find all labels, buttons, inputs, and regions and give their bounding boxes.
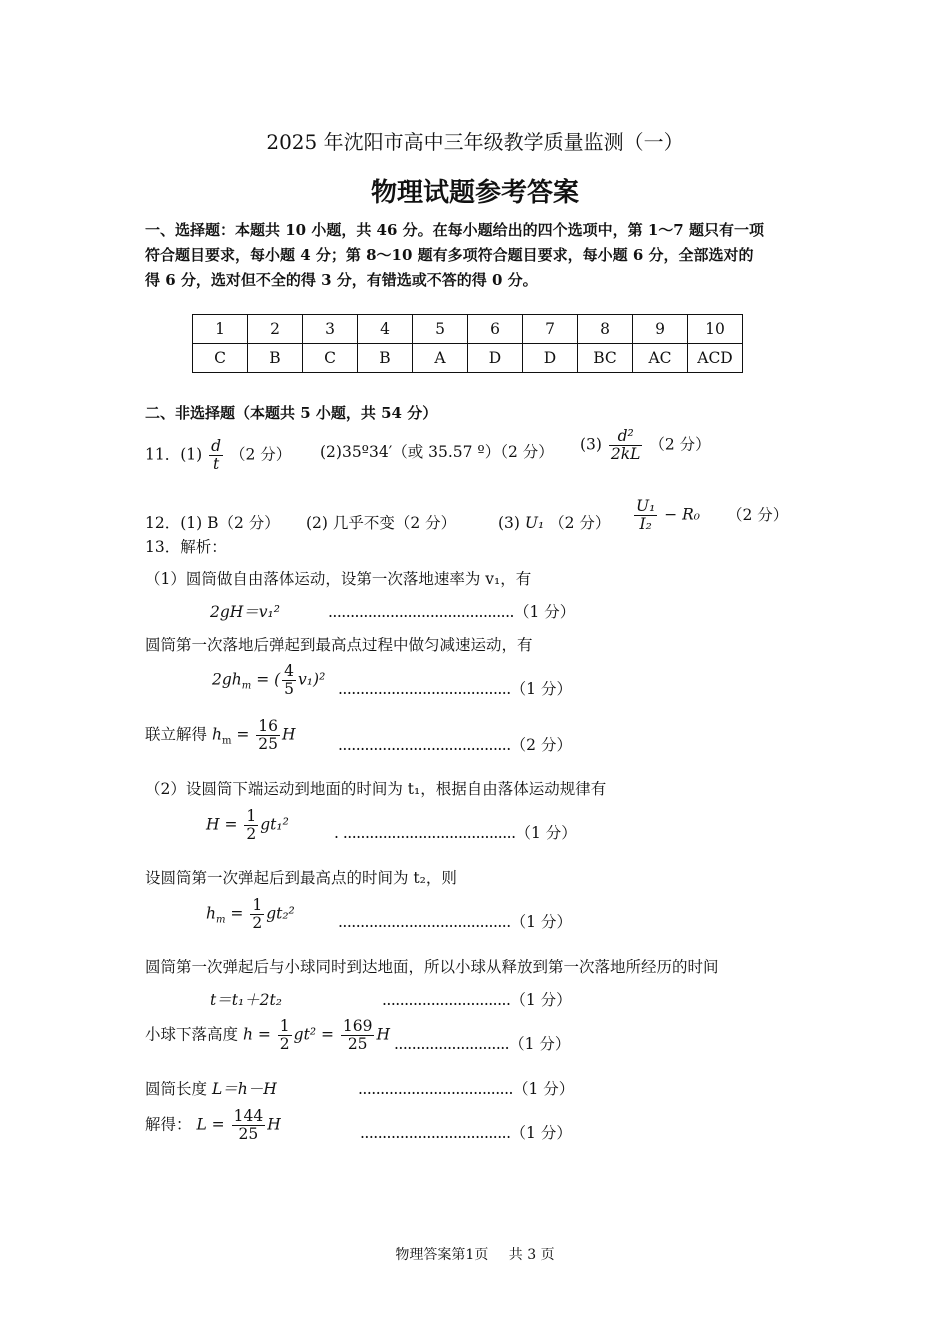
q13-eq6: t＝t₁＋2t₂: [210, 991, 282, 1009]
fraction-numerator: 169: [342, 1017, 373, 1035]
eq-var: H: [282, 725, 296, 744]
q13-s4: （2）设圆筒下端运动到地面的时间为 t₁，根据自由落体运动规律有: [145, 780, 607, 798]
eq-var: H: [376, 1025, 391, 1044]
q13-eq1-score: [328, 600, 575, 622]
page-title: 2025 年沈阳市高中三年级教学质量监测（一）: [266, 130, 684, 154]
leader-dots: ..................................: [360, 1124, 511, 1142]
fraction-denominator: I₂: [639, 515, 652, 534]
eq-fraction: [256, 718, 280, 753]
score: （1 分）: [509, 1035, 571, 1053]
eq-fraction: [232, 1108, 266, 1143]
leader-dots: ..........................: [394, 1035, 510, 1053]
eq-sub: m: [221, 735, 232, 747]
leader-dots: .............................: [382, 991, 511, 1009]
q11-p3-score: （2 分）: [649, 435, 711, 454]
table-cell: C: [303, 344, 358, 373]
q13-eq5: $h_m$ = $\frac{1}{2}$ gt₂²: [206, 896, 295, 933]
q13-eq9-score: [360, 1121, 572, 1143]
q13-s3: 联立解得: [145, 725, 208, 744]
eq-left: h: [211, 725, 222, 744]
leader-dots: ...................................: [358, 1080, 513, 1098]
eq-fraction: [341, 1018, 375, 1053]
leader-dots: .......................................: [338, 913, 511, 931]
score: （1 分）: [515, 824, 577, 842]
q13-s7: 小球下落高度: [145, 1025, 239, 1044]
eq-sub: m: [241, 680, 252, 692]
eq-equals: = (: [256, 670, 281, 689]
table-cell: ACD: [688, 344, 743, 373]
table-cell: 1: [193, 315, 248, 344]
q13-label: 13．解析：: [145, 538, 227, 556]
score: （1 分）: [510, 1124, 572, 1142]
score: （2 分）: [510, 736, 572, 754]
q12-p3-var: U₁: [524, 514, 545, 532]
table-cell: C: [193, 344, 248, 373]
section1-intro-line1: 一、选择题：本题共 10 小题，共 46 分。在每小题给出的四个选项中，第 1～7 题只有一项: [145, 221, 764, 239]
question-number-row: [193, 315, 743, 344]
q11-p2: (2)35º34′（或 35.57 º）（2 分）: [320, 443, 554, 461]
footer-total: 共 3 页: [508, 1247, 555, 1263]
eq-left: h =: [242, 1025, 271, 1044]
eq-right: gt₁²: [260, 815, 289, 834]
table-cell: 9: [633, 315, 688, 344]
eq-left: L =: [196, 1115, 225, 1134]
fraction-numerator: d²: [609, 428, 643, 446]
table-cell: B: [248, 344, 303, 373]
fraction-numerator: 1: [252, 896, 263, 914]
score: （1 分）: [510, 991, 572, 1009]
q12-p3: [498, 511, 610, 533]
q12-p3-score: （2 分）: [549, 514, 611, 532]
q13-eq2-score: [338, 677, 572, 699]
answer-table: [192, 314, 743, 373]
q13-eq7: [145, 1018, 390, 1053]
q13-eq3-score: [338, 733, 572, 755]
q11-label: 11．(1): [145, 445, 203, 464]
fraction-numerator: d: [211, 437, 222, 455]
score: （1 分）: [513, 603, 576, 621]
fraction-numerator: 4: [284, 662, 295, 680]
eq-fraction: [244, 808, 258, 843]
fraction-denominator: 5: [284, 680, 295, 699]
q13-s5: 设圆筒第一次弹起后到最高点的时间为 t₂，则: [145, 869, 457, 887]
q12-p3-label: (3): [498, 514, 520, 532]
q13-eq3: 联立解得 $h_m$ = $\frac{16}{25}$ H: [145, 717, 296, 754]
q12-p4-fraction: [634, 498, 657, 533]
fraction-denominator: 2: [252, 914, 263, 933]
score: （1 分）: [510, 913, 572, 931]
eq-left: 2gh: [212, 670, 242, 689]
q11-p3-label: (3): [580, 435, 602, 454]
q11-p1-score: （2 分）: [230, 445, 292, 464]
fraction-numerator: 16: [258, 717, 278, 735]
footer-page: 物理答案第1页: [395, 1247, 489, 1263]
q13-eq6-score: [382, 988, 572, 1010]
q11-p1-fraction: [209, 438, 223, 473]
section2-heading: 二、非选择题（本题共 5 小题，共 54 分）: [145, 404, 438, 422]
q13-eq4: [206, 808, 289, 843]
leader-dots: . .......................................: [334, 824, 516, 842]
q13-s2: 圆筒第一次落地后弹起到最高点过程中做匀减速运动，有: [145, 636, 533, 654]
fraction-denominator: t: [212, 455, 220, 474]
table-cell: 6: [468, 315, 523, 344]
fraction-denominator: 25: [347, 1035, 368, 1054]
q12-p4-tail: − R₀: [664, 505, 701, 524]
q13-eq9: [145, 1108, 281, 1143]
document-subtitle: 物理试题参考答案: [370, 178, 579, 208]
fraction-denominator: 25: [238, 1125, 259, 1144]
fraction-denominator: 25: [258, 735, 278, 754]
table-cell: B: [358, 344, 413, 373]
q12-p4: [632, 498, 788, 533]
q13-eq5-score: [338, 910, 572, 932]
eq-left: H =: [206, 815, 238, 834]
eq-sub: m: [215, 914, 226, 926]
leader-dots: .......................................: [338, 680, 511, 698]
score: （1 分）: [512, 1080, 575, 1098]
fraction-numerator: 1: [279, 1017, 290, 1035]
fraction-denominator: 2: [279, 1035, 290, 1054]
q13-s6: 圆筒第一次弹起后与小球同时到达地面，所以小球从释放到第一次落地所经历的时间: [145, 958, 719, 976]
q13-s1: （1）圆筒做自由落体运动，设第一次落地速率为 v₁，有: [145, 570, 532, 588]
q13-eq1: 2gH＝v₁²: [210, 603, 280, 621]
table-cell: D: [523, 344, 578, 373]
fraction-denominator: 2: [246, 825, 257, 844]
eq-mid: gt² =: [293, 1025, 334, 1044]
answer-row: [193, 344, 743, 373]
q13-eq7-score: [394, 1032, 570, 1054]
eq-var: H: [267, 1115, 281, 1134]
table-cell: 10: [688, 315, 743, 344]
fraction-numerator: 144: [233, 1107, 264, 1125]
table-cell: A: [413, 344, 468, 373]
q13-eq4-score: [334, 821, 577, 843]
q13-eq8: [145, 1077, 277, 1099]
score: （1 分）: [510, 680, 572, 698]
q12-p1: 12．(1) B（2 分）: [145, 514, 280, 532]
table-cell: AC: [633, 344, 688, 373]
section1-intro-line2: 符合题目要求，每小题 4 分；第 8～10 题有多项符合题目要求，每小题 6 分，全部选对的: [145, 246, 754, 264]
q12-p2: (2) 几乎不变（2 分）: [306, 514, 457, 532]
q13-s8: 圆筒长度: [145, 1080, 208, 1098]
fraction-numerator: U₁: [636, 497, 656, 515]
table-cell: BC: [578, 344, 633, 373]
leader-dots: .......................................: [338, 736, 511, 754]
page-footer: [0, 1244, 950, 1264]
eq-body: L＝h－H: [211, 1080, 277, 1098]
leader-dots: ..........................................: [328, 603, 514, 621]
q11-line: [145, 438, 291, 473]
q13-eq8-score: [358, 1077, 574, 1099]
eq-right: v₁)²: [298, 670, 326, 689]
table-cell: 7: [523, 315, 578, 344]
q13-eq2: [212, 663, 325, 698]
table-cell: 2: [248, 315, 303, 344]
q11-p3: [580, 428, 711, 463]
q11-p3-fraction: [609, 428, 643, 463]
table-cell: 4: [358, 315, 413, 344]
fraction-denominator: 2kL: [610, 445, 641, 464]
eq-left: h: [206, 904, 216, 923]
section1-intro-line3: 得 6 分，选对但不全的得 3 分，有错选或不答的得 0 分。: [145, 271, 538, 289]
eq-right: gt₂²: [266, 904, 295, 923]
table-cell: 3: [303, 315, 358, 344]
fraction-numerator: 1: [246, 807, 257, 825]
eq-fraction: [282, 663, 296, 698]
q12-p4-score: （2 分）: [726, 505, 789, 524]
eq-fraction: [250, 897, 264, 932]
table-cell: 5: [413, 315, 468, 344]
eq-fraction: [278, 1018, 292, 1053]
q13-s9: 解得：: [145, 1115, 192, 1134]
table-cell: D: [468, 344, 523, 373]
table-cell: 8: [578, 315, 633, 344]
